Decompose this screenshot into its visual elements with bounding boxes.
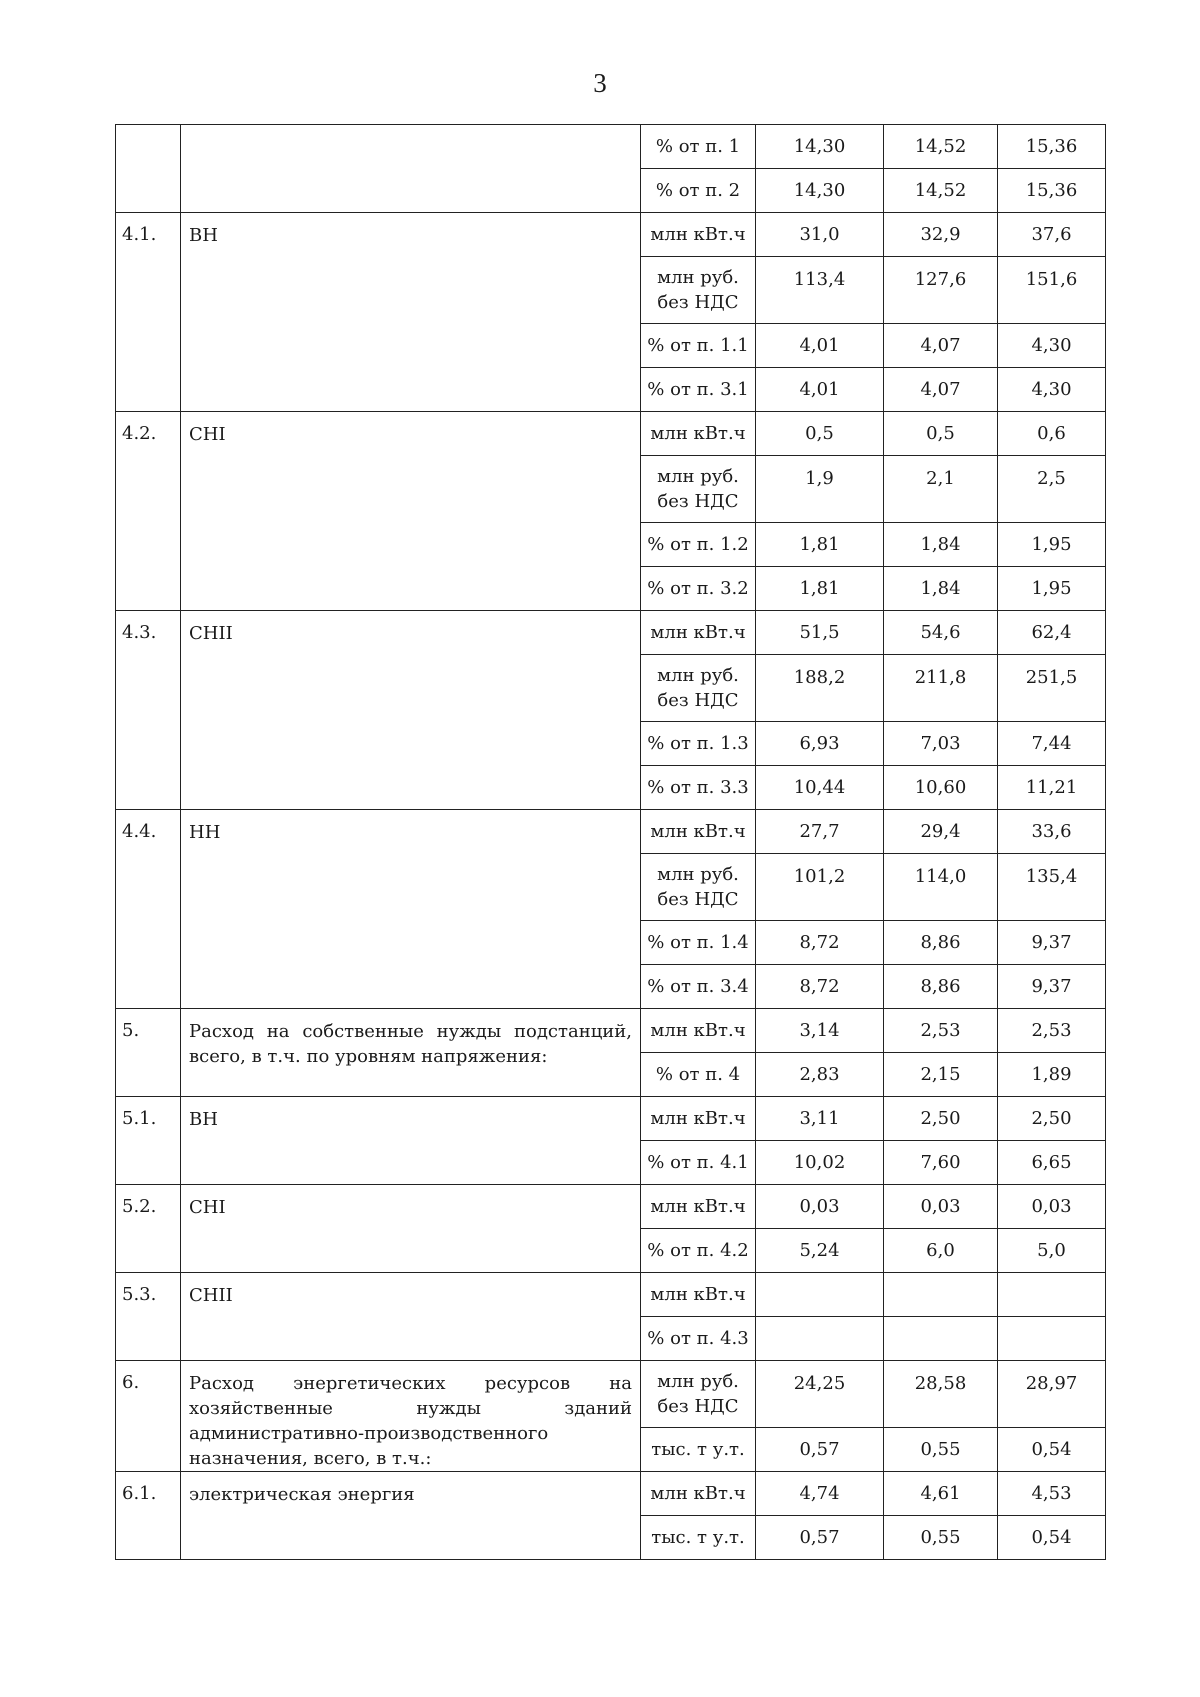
value-cell: [998, 1273, 1106, 1317]
value-cell: 8,72: [756, 921, 884, 965]
item-number: 4.2.: [116, 412, 181, 611]
value-cell: 0,55: [884, 1516, 998, 1560]
unit-cell: млн кВт.ч: [641, 611, 756, 655]
value-cell: 1,84: [884, 523, 998, 567]
value-cell: 2,15: [884, 1053, 998, 1097]
unit-cell: млн кВт.ч: [641, 1097, 756, 1141]
unit-cell: млн кВт.ч: [641, 412, 756, 456]
value-cell: 251,5: [998, 655, 1106, 722]
value-cell: 0,5: [884, 412, 998, 456]
value-cell: 10,60: [884, 766, 998, 810]
unit-cell: млн кВт.ч: [641, 1472, 756, 1516]
value-cell: 8,72: [756, 965, 884, 1009]
unit-cell: тыс. т у.т.: [641, 1428, 756, 1472]
table-row: [116, 611, 1106, 655]
item-name: СНII: [181, 1273, 641, 1361]
value-cell: 51,5: [756, 611, 884, 655]
value-cell: 135,4: [998, 854, 1106, 921]
value-cell: 0,03: [756, 1185, 884, 1229]
table-row: [116, 412, 1106, 456]
value-cell: 7,03: [884, 722, 998, 766]
item-number: 4.3.: [116, 611, 181, 810]
item-name: [181, 125, 641, 213]
value-cell: 1,81: [756, 523, 884, 567]
item-number: 4.1.: [116, 213, 181, 412]
value-cell: 2,53: [884, 1009, 998, 1053]
item-number: 5.2.: [116, 1185, 181, 1273]
item-name: Расход энергетических ресурсов на хозяйственные нужды зданий административно-производственного назначения, всего, в т.ч.:: [181, 1361, 641, 1472]
value-cell: 27,7: [756, 810, 884, 854]
value-cell: [756, 1273, 884, 1317]
unit-cell: % от п. 4.3: [641, 1317, 756, 1361]
document-sheet: [115, 124, 1105, 1560]
table-row: [116, 1097, 1106, 1141]
value-cell: 2,5: [998, 456, 1106, 523]
value-cell: 0,6: [998, 412, 1106, 456]
value-cell: 188,2: [756, 655, 884, 722]
value-cell: 2,50: [884, 1097, 998, 1141]
item-name: СНII: [181, 611, 641, 810]
value-cell: 2,83: [756, 1053, 884, 1097]
value-cell: 14,52: [884, 125, 998, 169]
value-cell: 14,30: [756, 125, 884, 169]
value-cell: 24,25: [756, 1361, 884, 1428]
value-cell: 151,6: [998, 257, 1106, 324]
unit-cell: % от п. 3.2: [641, 567, 756, 611]
value-cell: 2,53: [998, 1009, 1106, 1053]
value-cell: 9,37: [998, 965, 1106, 1009]
value-cell: 6,93: [756, 722, 884, 766]
value-cell: 3,14: [756, 1009, 884, 1053]
item-number: 5.: [116, 1009, 181, 1097]
value-cell: 114,0: [884, 854, 998, 921]
value-cell: 2,1: [884, 456, 998, 523]
unit-cell: млн руб. без НДС: [641, 655, 756, 722]
value-cell: 0,57: [756, 1516, 884, 1560]
value-cell: 15,36: [998, 125, 1106, 169]
value-cell: 1,84: [884, 567, 998, 611]
unit-cell: млн кВт.ч: [641, 1009, 756, 1053]
value-cell: 7,44: [998, 722, 1106, 766]
unit-cell: млн кВт.ч: [641, 213, 756, 257]
value-cell: 127,6: [884, 257, 998, 324]
unit-cell: млн руб. без НДС: [641, 1361, 756, 1428]
table-row: [116, 1361, 1106, 1428]
unit-cell: млн кВт.ч: [641, 1185, 756, 1229]
value-cell: 37,6: [998, 213, 1106, 257]
unit-cell: % от п. 1: [641, 125, 756, 169]
value-cell: 4,61: [884, 1472, 998, 1516]
item-number: 4.4.: [116, 810, 181, 1009]
unit-cell: % от п. 4.2: [641, 1229, 756, 1273]
value-cell: 29,4: [884, 810, 998, 854]
item-name: ВН: [181, 213, 641, 412]
value-cell: 10,02: [756, 1141, 884, 1185]
value-cell: 0,03: [884, 1185, 998, 1229]
value-cell: 0,54: [998, 1428, 1106, 1472]
value-cell: 28,58: [884, 1361, 998, 1428]
unit-cell: тыс. т у.т.: [641, 1516, 756, 1560]
value-cell: 7,60: [884, 1141, 998, 1185]
unit-cell: % от п. 4.1: [641, 1141, 756, 1185]
item-name: Расход на собственные нужды подстанций, всего, в т.ч. по уровням напряжения:: [181, 1009, 641, 1097]
table-row: [116, 1185, 1106, 1229]
table-row: [116, 1009, 1106, 1053]
table-row: [116, 213, 1106, 257]
value-cell: 11,21: [998, 766, 1106, 810]
unit-cell: % от п. 1.2: [641, 523, 756, 567]
value-cell: 6,65: [998, 1141, 1106, 1185]
value-cell: 6,0: [884, 1229, 998, 1273]
unit-cell: млн кВт.ч: [641, 1273, 756, 1317]
unit-cell: млн руб. без НДС: [641, 456, 756, 523]
value-cell: 113,4: [756, 257, 884, 324]
value-cell: 0,5: [756, 412, 884, 456]
value-cell: 1,81: [756, 567, 884, 611]
value-cell: 2,50: [998, 1097, 1106, 1141]
value-cell: 4,53: [998, 1472, 1106, 1516]
value-cell: 1,9: [756, 456, 884, 523]
value-cell: 4,74: [756, 1472, 884, 1516]
value-cell: 62,4: [998, 611, 1106, 655]
item-number: [116, 125, 181, 213]
item-number: 5.1.: [116, 1097, 181, 1185]
item-name: СНI: [181, 412, 641, 611]
table-row: [116, 1472, 1106, 1516]
value-cell: 1,89: [998, 1053, 1106, 1097]
unit-cell: % от п. 2: [641, 169, 756, 213]
value-cell: 1,95: [998, 567, 1106, 611]
value-cell: 54,6: [884, 611, 998, 655]
item-number: 6.: [116, 1361, 181, 1472]
unit-cell: % от п. 3.3: [641, 766, 756, 810]
value-cell: 9,37: [998, 921, 1106, 965]
value-cell: 4,07: [884, 368, 998, 412]
value-cell: [884, 1317, 998, 1361]
value-cell: 14,30: [756, 169, 884, 213]
value-cell: 10,44: [756, 766, 884, 810]
value-cell: 32,9: [884, 213, 998, 257]
value-cell: 8,86: [884, 965, 998, 1009]
item-name: СНI: [181, 1185, 641, 1273]
value-cell: 8,86: [884, 921, 998, 965]
value-cell: 5,24: [756, 1229, 884, 1273]
item-name: электрическая энергия: [181, 1472, 641, 1560]
value-cell: [756, 1317, 884, 1361]
item-name: НН: [181, 810, 641, 1009]
indicators-table-body: [116, 125, 1106, 1560]
value-cell: 4,01: [756, 324, 884, 368]
value-cell: 3,11: [756, 1097, 884, 1141]
unit-cell: % от п. 1.4: [641, 921, 756, 965]
unit-cell: млн руб. без НДС: [641, 257, 756, 324]
value-cell: 4,01: [756, 368, 884, 412]
item-number: 6.1.: [116, 1472, 181, 1560]
value-cell: 4,30: [998, 368, 1106, 412]
value-cell: 31,0: [756, 213, 884, 257]
table-row: [116, 125, 1106, 169]
value-cell: 5,0: [998, 1229, 1106, 1273]
unit-cell: % от п. 3.1: [641, 368, 756, 412]
unit-cell: % от п. 3.4: [641, 965, 756, 1009]
value-cell: 15,36: [998, 169, 1106, 213]
value-cell: 101,2: [756, 854, 884, 921]
value-cell: 33,6: [998, 810, 1106, 854]
value-cell: 211,8: [884, 655, 998, 722]
table-row: [116, 1273, 1106, 1317]
item-name: ВН: [181, 1097, 641, 1185]
value-cell: [884, 1273, 998, 1317]
unit-cell: млн кВт.ч: [641, 810, 756, 854]
table-row: [116, 810, 1106, 854]
unit-cell: млн руб. без НДС: [641, 854, 756, 921]
unit-cell: % от п. 1.1: [641, 324, 756, 368]
value-cell: 0,57: [756, 1428, 884, 1472]
page-number: 3: [593, 68, 607, 98]
value-cell: 0,03: [998, 1185, 1106, 1229]
value-cell: 28,97: [998, 1361, 1106, 1428]
value-cell: [998, 1317, 1106, 1361]
value-cell: 1,95: [998, 523, 1106, 567]
value-cell: 0,54: [998, 1516, 1106, 1560]
value-cell: 4,07: [884, 324, 998, 368]
value-cell: 14,52: [884, 169, 998, 213]
indicators-table: [115, 124, 1106, 1560]
value-cell: 0,55: [884, 1428, 998, 1472]
unit-cell: % от п. 4: [641, 1053, 756, 1097]
item-number: 5.3.: [116, 1273, 181, 1361]
value-cell: 4,30: [998, 324, 1106, 368]
unit-cell: % от п. 1.3: [641, 722, 756, 766]
